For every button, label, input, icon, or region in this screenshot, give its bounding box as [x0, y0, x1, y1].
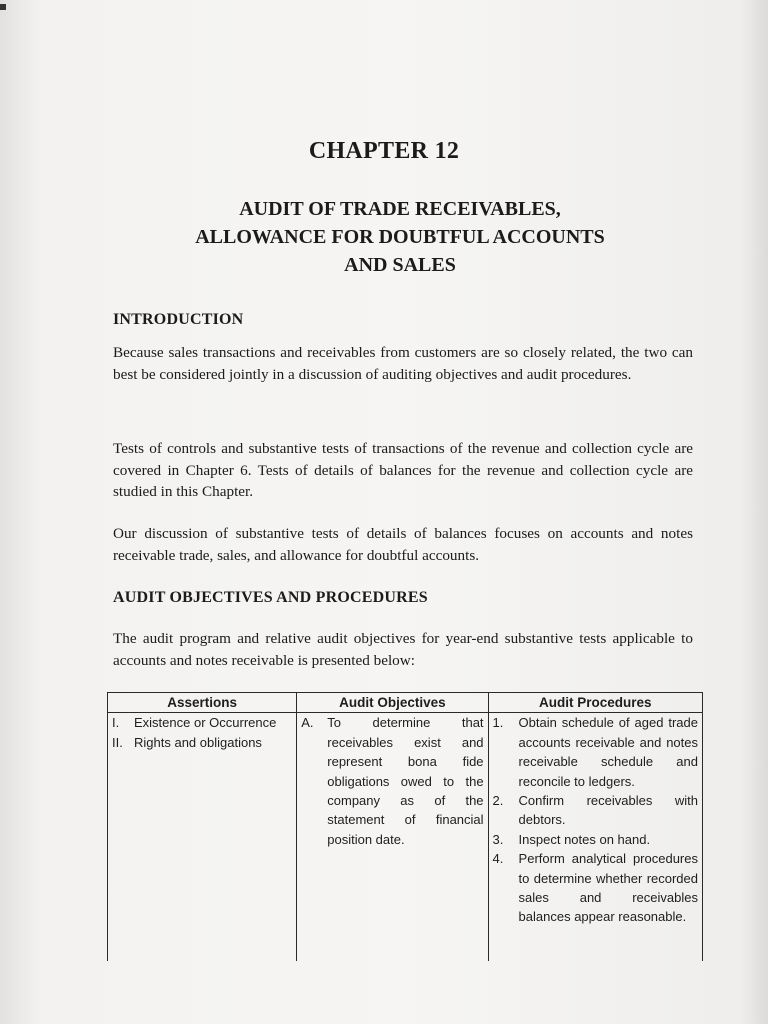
objective-item: [301, 713, 483, 849]
objectives-paragraph: The audit program and relative audit objectives for year-end substantive tests applicable to accounts and notes receivable is presented below:: [113, 630, 693, 669]
chapter-number: CHAPTER 12: [308, 138, 460, 164]
assertion-number: I.: [112, 715, 120, 731]
objectives-cell: [297, 713, 488, 962]
procedure-number: 3.: [492, 831, 504, 847]
procedures-cell: [488, 713, 702, 962]
table-header-row: [108, 693, 703, 713]
objective-letter: A.: [301, 715, 314, 731]
procedure-item: [493, 791, 698, 830]
introduction-heading: INTRODUCTION: [113, 311, 244, 328]
assertions-cell: [108, 713, 297, 962]
assertion-item: [112, 733, 292, 752]
procedure-number: 4.: [492, 851, 504, 867]
procedure-number: 1.: [492, 715, 504, 731]
procedure-item: [493, 713, 698, 791]
intro-paragraph-3: Our discussion of substantive tests of details of balances focuses on accounts and notes receivable trade, sales, and allowance for doubtful accounts.: [113, 525, 693, 564]
assertion-text: Existence or Occurrence: [134, 715, 277, 731]
intro-paragraph-2: Tests of controls and substantive tests of transactions of the revenue and collection cycle are covered in Chapter 6. Tests of details of balances for the revenue and collection cycle are studied in this Chapter.: [113, 440, 693, 500]
objective-text: To determine that receivables exist and represent bona fide obligations owed to the company as of the statement of financial position date.: [327, 715, 484, 847]
procedure-number: 2.: [492, 793, 504, 809]
procedure-item: [493, 849, 698, 927]
procedure-item: [493, 830, 698, 849]
title-line-3: AND SALES: [344, 254, 456, 276]
procedure-text: Obtain schedule of aged trade accounts receivable and notes receivable schedule and reconcile to ledgers.: [518, 715, 698, 789]
title-line-1: AUDIT OF TRADE RECEIVABLES,: [239, 198, 561, 220]
objectives-heading: AUDIT OBJECTIVES AND PROCEDURES: [113, 589, 428, 606]
assertion-number: II.: [112, 734, 123, 750]
header-assertions: Assertions: [108, 693, 297, 713]
header-audit-objectives: Audit Objectives: [297, 693, 488, 713]
assertion-text: Rights and obligations: [134, 734, 262, 750]
corner-mark: [0, 4, 6, 10]
chapter-title: [120, 195, 680, 279]
procedure-text: Confirm receivables with debtors.: [518, 793, 698, 828]
procedure-text: Inspect notes on hand.: [518, 831, 651, 847]
header-audit-procedures: Audit Procedures: [488, 693, 702, 713]
procedure-text: Perform analytical procedures to determine whether recorded sales and receivables balances appear reasonable.: [518, 851, 698, 925]
assertion-item: [112, 713, 292, 732]
audit-program-table: [107, 692, 703, 961]
title-line-2: ALLOWANCE FOR DOUBTFUL ACCOUNTS: [195, 226, 605, 248]
table-row: [108, 713, 703, 962]
intro-paragraph-1: Because sales transactions and receivables from customers are so closely related, the two can best be considered jointly in a discussion of auditing objectives and audit procedures.: [113, 344, 693, 383]
